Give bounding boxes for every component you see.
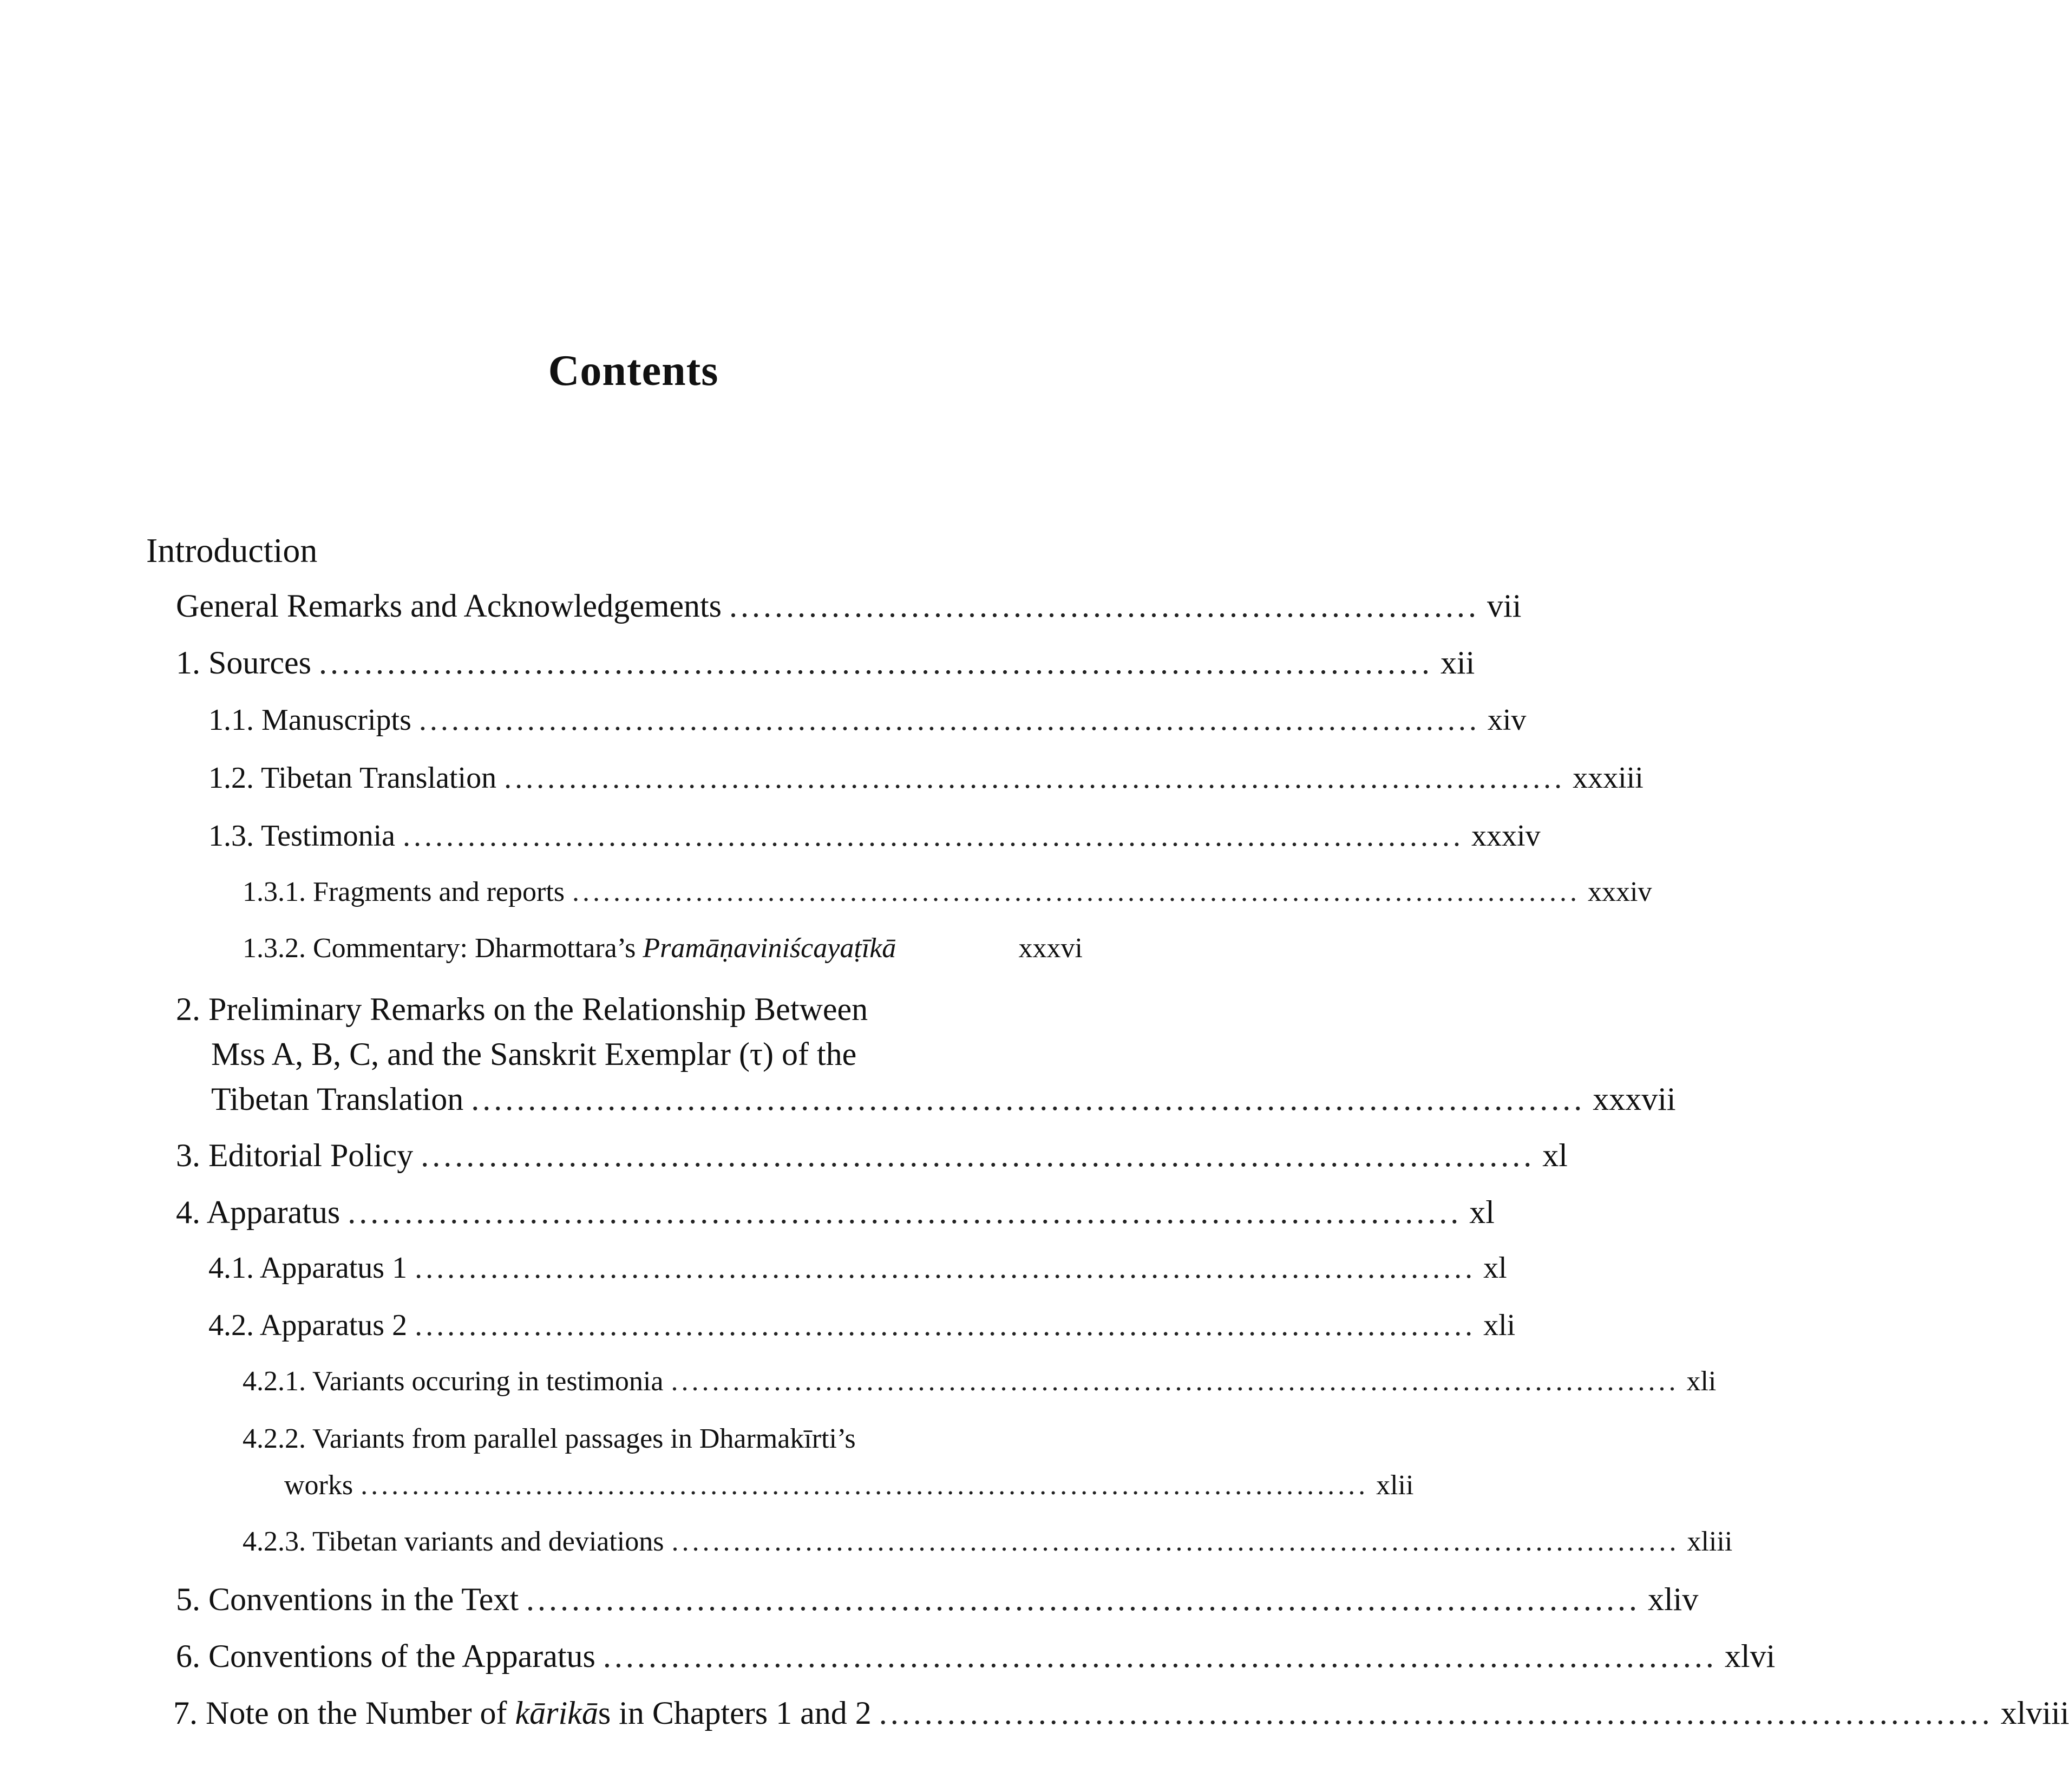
- toc-label: works: [284, 1470, 353, 1501]
- dot-leader: ..................................................................................................: [603, 1638, 1717, 1674]
- toc-label: 4. Apparatus: [176, 1194, 341, 1230]
- toc-page-number: xxxvi: [1018, 933, 1083, 964]
- toc-label: 6. Conventions of the Apparatus: [176, 1638, 595, 1674]
- toc-entry-sources[interactable]: [176, 644, 1475, 682]
- toc-page-number: xxxiv: [1471, 819, 1541, 853]
- toc-label: 1.1. Manuscripts: [208, 703, 411, 737]
- toc-entry-preliminary-line1[interactable]: 2. Preliminary Remarks on the Relationship Between: [176, 991, 868, 1027]
- toc-page-number: vii: [1487, 588, 1522, 624]
- toc-label: 1. Sources: [176, 645, 311, 681]
- toc-page-number: xl: [1469, 1194, 1495, 1230]
- toc-page-number: xliii: [1687, 1526, 1733, 1557]
- toc-label: 4.1. Apparatus 1: [208, 1251, 408, 1285]
- toc-entry-editorial-policy[interactable]: [176, 1137, 1568, 1174]
- toc-entry-variants-parallel-line2[interactable]: [284, 1469, 1414, 1501]
- toc-entry-apparatus[interactable]: [176, 1194, 1495, 1231]
- toc-page-number: xxxiv: [1588, 877, 1652, 907]
- toc-entry-conventions-apparatus[interactable]: [176, 1638, 1776, 1675]
- toc-entry-testimonia[interactable]: [208, 819, 1541, 853]
- toc-page-number: xxxvii: [1593, 1081, 1676, 1117]
- dot-leader: ..................................................................................................: [418, 703, 1480, 737]
- toc-page-number: xli: [1686, 1366, 1717, 1397]
- toc-page-number: xlviii: [2000, 1695, 2069, 1731]
- section-heading-introduction: Introduction: [146, 531, 318, 570]
- toc-label: [173, 1695, 872, 1732]
- toc-page-number: xiv: [1487, 703, 1527, 737]
- dot-leader: ..................................................................................................: [421, 1137, 1535, 1173]
- toc-entry-variants-testimonia[interactable]: [243, 1365, 1717, 1397]
- toc-entry-note-karikas[interactable]: [173, 1695, 2069, 1732]
- toc-label-prefix: 1.3.2. Commentary: Dharmottara’s: [243, 933, 643, 964]
- toc-label: 4.2. Apparatus 2: [208, 1309, 408, 1342]
- dot-leader: ..................................................................................................: [361, 1470, 1369, 1501]
- dot-leader: ..................................................................................................: [572, 877, 1581, 907]
- toc-entry-tibetan-translation[interactable]: [208, 761, 1644, 795]
- toc-label: 4.2.1. Variants occuring in testimonia: [243, 1366, 664, 1397]
- toc-page-number: xli: [1483, 1309, 1516, 1342]
- toc-label-italic: Pramāṇaviniścayaṭīkā: [643, 933, 896, 964]
- dot-leader: ..................................................................................................: [471, 1081, 1586, 1117]
- toc-label: 3. Editorial Policy: [176, 1137, 414, 1173]
- dot-leader: ..................................................................................................: [671, 1526, 1680, 1557]
- dot-leader: ..................................................................................................: [671, 1366, 1679, 1397]
- toc-label: [243, 932, 896, 964]
- dot-leader: ..................................................................................................: [504, 761, 1566, 795]
- toc-page-number: xl: [1542, 1137, 1568, 1173]
- toc-label: Tibetan Translation: [211, 1081, 464, 1117]
- dot-leader: ..................................................................: [729, 588, 1480, 624]
- toc-page-number: xxxiii: [1573, 761, 1644, 795]
- dot-leader: ..................................................................................................: [415, 1309, 1476, 1342]
- toc-entry-preliminary-line2[interactable]: Mss A, B, C, and the Sanskrit Exemplar (τ) of the: [211, 1036, 857, 1072]
- toc-entry-variants-parallel-line1[interactable]: 4.2.2. Variants from parallel passages in Dharmakīrti’s: [243, 1423, 856, 1454]
- toc-page-number: xliv: [1648, 1581, 1699, 1617]
- toc-page-number: xlii: [1376, 1470, 1414, 1501]
- toc-entry-fragments-reports[interactable]: [243, 876, 1652, 908]
- toc-label-italic: kārikā: [515, 1695, 598, 1731]
- dot-leader: ..................................................................................................: [526, 1581, 1640, 1617]
- page-title: Contents: [548, 347, 719, 395]
- toc-label: 1.3. Testimonia: [208, 819, 396, 853]
- toc-page-number: xii: [1440, 645, 1475, 681]
- dot-leader: ..................................................................................................: [318, 645, 1433, 681]
- dot-leader: ..................................................................................................: [415, 1251, 1476, 1285]
- toc-entry-conventions-text[interactable]: [176, 1581, 1699, 1618]
- dot-leader: ..................................................................................................: [348, 1194, 1462, 1230]
- toc-label: 1.3.1. Fragments and reports: [243, 877, 565, 907]
- toc-label-suffix: s in Chapters 1 and 2: [598, 1695, 872, 1731]
- toc-label: General Remarks and Acknowledgements: [176, 588, 722, 624]
- toc-entry-tibetan-variants[interactable]: [243, 1526, 1733, 1558]
- toc-entry-commentary[interactable]: [243, 932, 1083, 964]
- toc-label: 5. Conventions in the Text: [176, 1581, 519, 1617]
- dot-leader: ..................................................................................................: [879, 1695, 1993, 1731]
- toc-label: 1.2. Tibetan Translation: [208, 761, 497, 795]
- toc-entry-general-remarks[interactable]: [176, 587, 1522, 625]
- toc-entry-manuscripts[interactable]: [208, 703, 1527, 737]
- toc-entry-preliminary-line3[interactable]: [211, 1081, 1676, 1118]
- toc-entry-apparatus-2[interactable]: [208, 1308, 1516, 1343]
- toc-page-number: xlvi: [1724, 1638, 1776, 1674]
- toc-entry-apparatus-1[interactable]: [208, 1251, 1507, 1285]
- dot-leader: ..................................................................................................: [403, 819, 1464, 853]
- toc-page-number: xl: [1483, 1251, 1507, 1285]
- toc-label: 4.2.3. Tibetan variants and deviations: [243, 1526, 664, 1557]
- toc-label-prefix: 7. Note on the Number of: [173, 1695, 515, 1731]
